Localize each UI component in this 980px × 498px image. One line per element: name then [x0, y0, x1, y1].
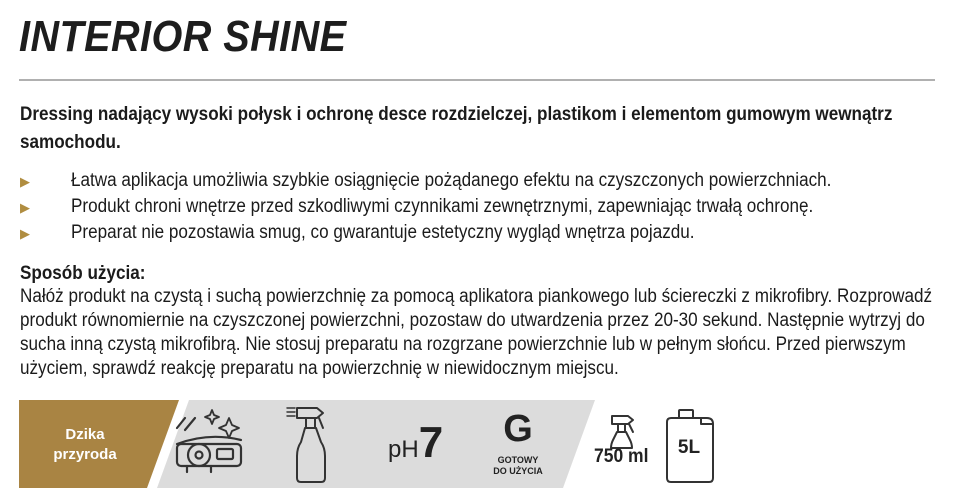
triangle-right-icon: ▶: [20, 226, 30, 241]
usage-heading: Sposób użycia:: [20, 263, 146, 284]
feature-text: Preparat nie pozostawia smug, co gwarantuje estetyczny wygląd wnętrza pojazdu.: [71, 222, 695, 243]
feature-text: Produkt chroni wnętrze przed szkodliwymi czynnikami zewnętrznymi, zapewniając trwałą ochronę.: [71, 196, 814, 217]
ready-line-2: DO UŻYCIA: [493, 466, 543, 476]
title-divider: [19, 79, 935, 81]
triangle-right-icon: ▶: [20, 200, 30, 215]
ready-to-use-letter: G: [503, 408, 533, 450]
ready-to-use-caption: [478, 455, 558, 477]
volume-large: 5L: [677, 437, 701, 458]
feature-text: Łatwa aplikacja umożliwia szybkie osiągnięcie pożądanego efektu na czyszczonych powierzchniach.: [71, 170, 832, 191]
ph-label: pH: [388, 436, 419, 463]
volume-small: 750 ml: [594, 446, 649, 467]
product-title: INTERIOR SHINE: [19, 12, 347, 61]
scent-badge: [40, 425, 130, 465]
scent-line-1: Dzika: [65, 426, 105, 443]
triangle-right-icon: ▶: [20, 174, 30, 189]
ph-badge: [388, 418, 443, 468]
product-lead: Dressing nadający wysoki połysk i ochronę desce rozdzielczej, plastikom i elementom gumowym wewnątrz samochodu.: [20, 104, 893, 153]
usage-text: Nałóż produkt na czystą i suchą powierzchnię za pomocą aplikatora piankowego lub ściereczki z mikrofibry. Rozprowadź produkt równomiernie na czyszczonej powierzchni, pozostaw do utwardzenia przez 20-30 sekund. Następnie wytrzyj do sucha inną czystą mikrofibrą. Nie stosuj preparatu na rozgrzane powierzchnie lub w pełnym słońcu. Przed pierwszym użyciem, sprawdź reakcję preparatu na powierzchnię w niewidocznym miejscu.: [20, 286, 933, 379]
spray-bottle-small-icon: [611, 416, 633, 448]
scent-line-2: przyroda: [53, 446, 117, 463]
ready-line-1: GOTOWY: [497, 455, 539, 465]
ph-value: 7: [418, 418, 444, 467]
